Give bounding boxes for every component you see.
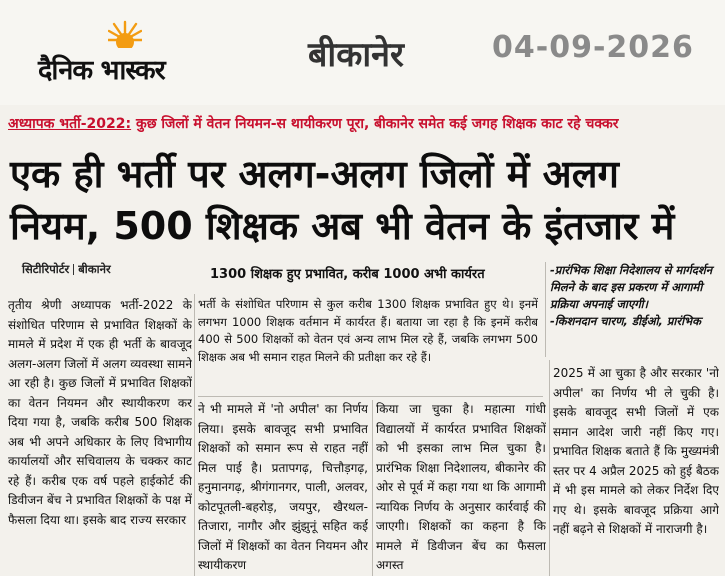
body-column-2: ने भी मामले में 'नो अपील' का निर्णय लिया। इसके बावजूद सभी प्रभावित शिक्षकों को समान रूप से राहत नहीं मिल पाई है। प्रतापगढ़, चित्तौड़गढ़, हनुमानगढ़, श्रीगंगानगर, पाली, अलवर, कोटपूतली-बहरोड़, जयपुर, खैरथल-तिजारा, नागौर और झुंझुनूं सहित कई जिलों में शिक्षकों का वेतन नियमन और स्थायीकरण	[198, 402, 368, 572]
column-divider	[372, 400, 373, 576]
edition-date: 04-09-2026	[492, 30, 694, 65]
kicker-tag: अध्यापक भर्ती-2022:	[8, 116, 132, 132]
headline	[10, 148, 718, 252]
kicker-line	[8, 114, 718, 133]
intro-divider	[198, 396, 543, 397]
intro-paragraph: भर्ती के संशोधित परिणाम से कुल करीब 1300 शिक्षक प्रभावित हुए थे। इनमें लगभग 1000 शिक्षक वर्तमान में कार्यरत हैं। बताया जा रहा है कि इनमें करीब 400 से 500 शिक्षकों को वेतन एवं अन्य लाभ मिल रहे हैं, जबकि लगभग 500 शिक्षक अब भी समान राहत मिलने की प्रतीक्षा कर रहे हैं।	[198, 297, 538, 364]
byline-place: बीकानेर	[78, 262, 111, 276]
quote-text: -प्रारंभिक शिक्षा निदेशालय से मार्गदर्शन मिलने के बाद इस प्रकरण में आगामी प्रक्रिया अपनाई जाएगी।	[550, 263, 713, 311]
kicker-text: कुछ जिलों में वेतन नियमन-स थायीकरण पूरा, बीकानेर समेत कई जगह शिक्षक काट रहे चक्कर	[131, 116, 619, 132]
edition-city: बीकानेर	[308, 35, 404, 75]
headline-line-2: नियम, 500 शिक्षक अब भी वेतन के इंतजार में	[10, 204, 675, 248]
column-divider	[194, 294, 195, 576]
sub-headline: 1300 शिक्षक हुए प्रभावित, करीब 1000 अभी कार्यरत	[210, 267, 485, 282]
byline-separator	[73, 264, 74, 275]
quote-divider	[545, 262, 546, 357]
body-column-4: 2025 में आ चुका है और सरकार 'नो अपील' का निर्णय भी ले चुकी है। इसके बावजूद सभी जिलों में एक समान आदेश जारी नहीं किए गए। प्रभावित शिक्षक बताते हैं कि मुख्यमंत्री स्तर पर 4 अप्रैल 2025 को हुई बैठक में भी इस मामले को लेकर निर्देश दिए गए थे। इसके बावजूद प्रक्रिया आगे नहीं बढ़ने से शिक्षकों में नाराजगी है।	[553, 366, 719, 536]
sun-logo-icon	[108, 20, 142, 54]
headline-line-1: एक ही भर्ती पर अलग-अलग जिलों में अलग	[10, 152, 619, 196]
body-column-1: तृतीय श्रेणी अध्यापक भर्ती-2022 के संशोधित परिणाम से प्रभावित शिक्षकों के मामले में प्रदेश में एक ही भर्ती के बावजूद अलग-अलग जिलों में अलग व्यवस्था सामने आ रही है। कुछ जिलों में प्रभावित शिक्षकों का वेतन नियमन और स्थायीकरण कर दिया गया है, जबकि करीब 500 शिक्षक अब भी अपने अधिकार के लिए विभागीय कार्यालयों और सचिवालय के चक्कर काट रहे हैं। करीब एक वर्ष पहले हाईकोर्ट की डिवीजन बेंच ने प्रभावित शिक्षकों के पक्ष में फैसला दिया था। इसके बाद राज्य सरकार	[8, 298, 192, 527]
quote-box	[550, 262, 720, 330]
body-column-3: किया जा चुका है। महात्मा गांधी विद्यालयों में कार्यरत प्रभावित शिक्षकों को भी इसका लाभ मिल चुका है। प्रारंभिक शिक्षा निदेशालय, बीकानेर की ओर से पूर्व में कहा गया था कि आगामी न्यायिक निर्णय के अनुसार कार्रवाई की जाएगी। शिक्षकों का कहना है कि मामले में डिवीजन बेंच का फैसला अगस्त	[376, 402, 546, 572]
byline	[22, 262, 111, 277]
quote-attribution: -किशनदान चारण, डीईओ, प्रारंभिक	[550, 314, 701, 328]
newspaper-logo: दैनिक भास्कर	[38, 55, 165, 86]
column-divider	[549, 360, 550, 576]
byline-reporter: सिटीरिपोर्टर	[22, 262, 70, 276]
